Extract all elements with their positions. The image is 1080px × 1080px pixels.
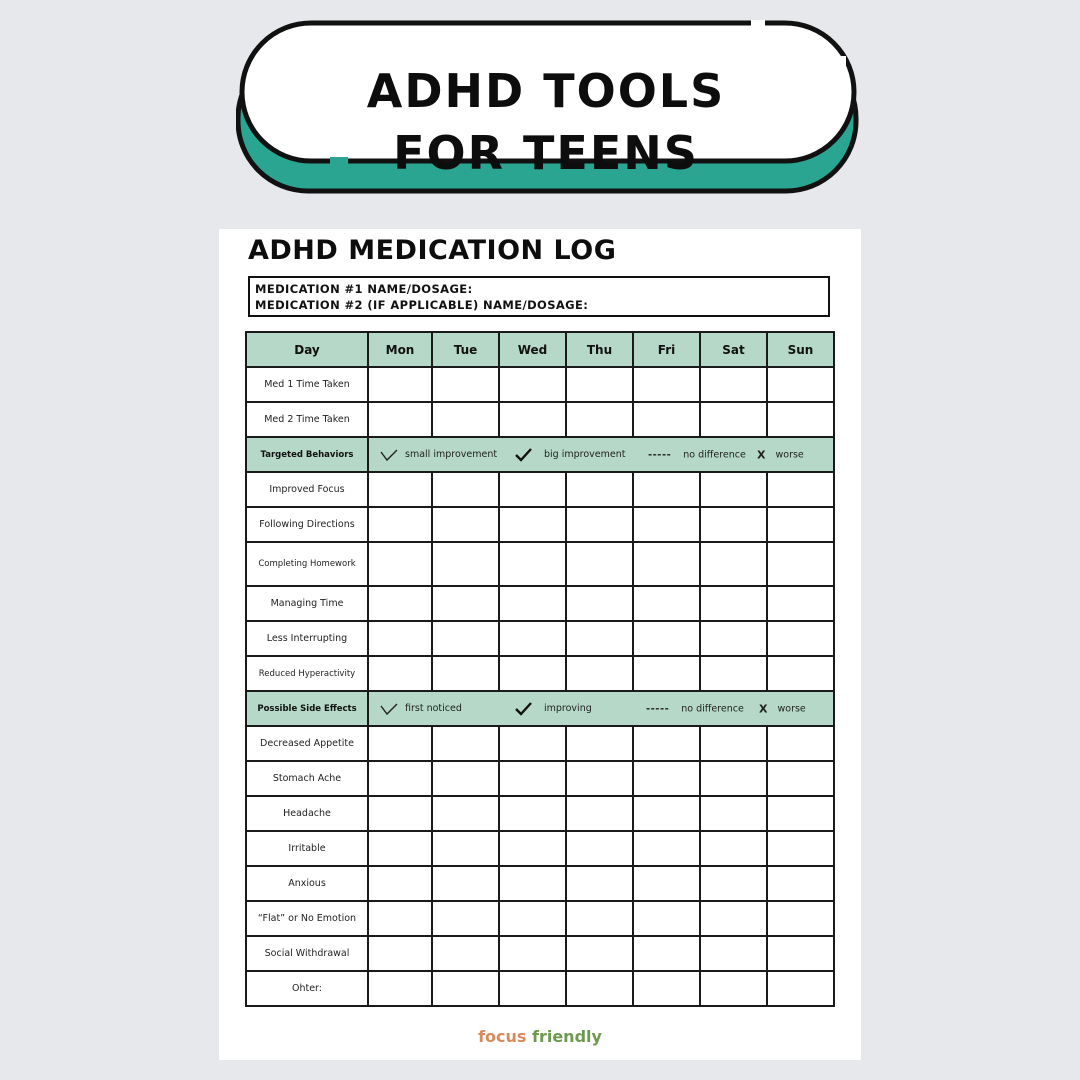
entry-cell[interactable] bbox=[368, 507, 432, 542]
entry-cell[interactable] bbox=[566, 761, 633, 796]
table-row bbox=[246, 901, 834, 936]
table-row bbox=[246, 796, 834, 831]
entry-cell[interactable] bbox=[432, 796, 499, 831]
x-symbol: X bbox=[759, 702, 768, 715]
entry-cell[interactable] bbox=[368, 761, 432, 796]
log-page bbox=[219, 229, 861, 1060]
entry-cell[interactable] bbox=[633, 367, 700, 402]
entry-cell[interactable] bbox=[767, 621, 834, 656]
table-row bbox=[246, 831, 834, 866]
legend-big-improvement bbox=[514, 448, 625, 462]
entry-cell[interactable] bbox=[700, 542, 767, 586]
table-row bbox=[246, 621, 834, 656]
entry-cell[interactable] bbox=[700, 472, 767, 507]
entry-cell[interactable] bbox=[499, 796, 566, 831]
entry-cell[interactable] bbox=[700, 901, 767, 936]
row-label-behavior: Improved Focus bbox=[246, 472, 368, 507]
dash-symbol: ----- bbox=[646, 703, 670, 714]
col-header-day: Day bbox=[246, 332, 368, 367]
row-label-behavior: Completing Homework bbox=[246, 542, 368, 586]
entry-cell[interactable] bbox=[767, 402, 834, 437]
table-row bbox=[246, 402, 834, 437]
table-row bbox=[246, 367, 834, 402]
entry-cell[interactable] bbox=[432, 542, 499, 586]
legend-first-noticed-text: first noticed bbox=[405, 703, 462, 714]
entry-cell[interactable] bbox=[566, 542, 633, 586]
open-check-icon bbox=[379, 702, 399, 716]
col-header-sun: Sun bbox=[767, 332, 834, 367]
entry-cell[interactable] bbox=[368, 831, 432, 866]
behaviors-section-label: Targeted Behaviors bbox=[246, 437, 368, 472]
table-row bbox=[246, 761, 834, 796]
table-header-row bbox=[246, 332, 834, 367]
entry-cell[interactable] bbox=[368, 472, 432, 507]
entry-cell[interactable] bbox=[432, 866, 499, 901]
entry-cell[interactable] bbox=[700, 402, 767, 437]
entry-cell[interactable] bbox=[700, 621, 767, 656]
entry-cell[interactable] bbox=[633, 936, 700, 971]
page-title: ADHD MEDICATION LOG bbox=[248, 235, 617, 266]
entry-cell[interactable] bbox=[499, 831, 566, 866]
entry-cell[interactable] bbox=[566, 621, 633, 656]
med2-label: MEDICATION #2 (IF APPLICABLE) NAME/DOSAGE: bbox=[255, 298, 589, 312]
entry-cell[interactable] bbox=[432, 402, 499, 437]
col-header-mon: Mon bbox=[368, 332, 432, 367]
entry-cell[interactable] bbox=[499, 901, 566, 936]
dash-symbol: ----- bbox=[648, 449, 672, 460]
entry-cell[interactable] bbox=[499, 621, 566, 656]
legend-no-difference-text: no difference bbox=[683, 449, 746, 460]
entry-cell[interactable] bbox=[368, 936, 432, 971]
entry-cell[interactable] bbox=[368, 971, 432, 1006]
entry-cell[interactable] bbox=[432, 472, 499, 507]
entry-cell[interactable] bbox=[566, 866, 633, 901]
legend-worse bbox=[757, 448, 804, 461]
bold-check-icon bbox=[514, 448, 534, 462]
brand-part-2: friendly bbox=[531, 1027, 602, 1046]
entry-cell[interactable] bbox=[633, 656, 700, 691]
entry-cell[interactable] bbox=[633, 726, 700, 761]
entry-cell[interactable] bbox=[700, 726, 767, 761]
side-effects-legend bbox=[368, 691, 834, 726]
medication-log-table bbox=[245, 331, 835, 1007]
medication-box bbox=[248, 276, 830, 317]
entry-cell[interactable] bbox=[700, 971, 767, 1006]
row-label-behavior: Managing Time bbox=[246, 586, 368, 621]
entry-cell[interactable] bbox=[566, 901, 633, 936]
entry-cell[interactable] bbox=[432, 621, 499, 656]
row-label-behavior: Reduced Hyperactivity bbox=[246, 656, 368, 691]
entry-cell[interactable] bbox=[566, 831, 633, 866]
entry-cell[interactable] bbox=[432, 726, 499, 761]
entry-cell[interactable] bbox=[633, 507, 700, 542]
entry-cell[interactable] bbox=[368, 656, 432, 691]
entry-cell[interactable] bbox=[767, 472, 834, 507]
entry-cell[interactable] bbox=[767, 936, 834, 971]
row-label-med1-time: Med 1 Time Taken bbox=[246, 367, 368, 402]
entry-cell[interactable] bbox=[499, 402, 566, 437]
row-label-behavior: Following Directions bbox=[246, 507, 368, 542]
legend-worse bbox=[759, 702, 806, 715]
bold-check-icon bbox=[514, 702, 534, 716]
med1-label: MEDICATION #1 NAME/DOSAGE: bbox=[255, 282, 473, 296]
entry-cell[interactable] bbox=[499, 726, 566, 761]
brand-logo bbox=[219, 1027, 861, 1046]
behaviors-legend-row bbox=[246, 437, 834, 472]
table-row bbox=[246, 971, 834, 1006]
entry-cell[interactable] bbox=[566, 586, 633, 621]
entry-cell[interactable] bbox=[499, 367, 566, 402]
entry-cell[interactable] bbox=[499, 936, 566, 971]
entry-cell[interactable] bbox=[767, 726, 834, 761]
entry-cell[interactable] bbox=[767, 796, 834, 831]
entry-cell[interactable] bbox=[767, 901, 834, 936]
entry-cell[interactable] bbox=[700, 507, 767, 542]
table-row bbox=[246, 936, 834, 971]
entry-cell[interactable] bbox=[432, 367, 499, 402]
entry-cell[interactable] bbox=[767, 866, 834, 901]
legend-no-difference bbox=[648, 449, 746, 460]
entry-cell[interactable] bbox=[767, 542, 834, 586]
entry-cell[interactable] bbox=[566, 367, 633, 402]
entry-cell[interactable] bbox=[633, 866, 700, 901]
entry-cell[interactable] bbox=[368, 621, 432, 656]
entry-cell[interactable] bbox=[633, 971, 700, 1006]
col-header-thu: Thu bbox=[566, 332, 633, 367]
entry-cell[interactable] bbox=[368, 402, 432, 437]
legend-worse-text: worse bbox=[775, 449, 804, 460]
behaviors-legend bbox=[368, 437, 834, 472]
entry-cell[interactable] bbox=[700, 586, 767, 621]
row-label-side-effect: Stomach Ache bbox=[246, 761, 368, 796]
entry-cell[interactable] bbox=[432, 936, 499, 971]
entry-cell[interactable] bbox=[633, 586, 700, 621]
entry-cell[interactable] bbox=[499, 971, 566, 1006]
side-effects-section-label: Possible Side Effects bbox=[246, 691, 368, 726]
entry-cell[interactable] bbox=[633, 621, 700, 656]
col-header-wed: Wed bbox=[499, 332, 566, 367]
entry-cell[interactable] bbox=[633, 796, 700, 831]
legend-no-difference-text: no difference bbox=[681, 703, 744, 714]
entry-cell[interactable] bbox=[368, 796, 432, 831]
entry-cell[interactable] bbox=[499, 586, 566, 621]
row-label-side-effect: Decreased Appetite bbox=[246, 726, 368, 761]
brand-part-1: focus bbox=[478, 1027, 532, 1046]
entry-cell[interactable] bbox=[633, 542, 700, 586]
entry-cell[interactable] bbox=[700, 936, 767, 971]
entry-cell[interactable] bbox=[767, 761, 834, 796]
entry-cell[interactable] bbox=[368, 542, 432, 586]
legend-no-difference bbox=[646, 703, 744, 714]
entry-cell[interactable] bbox=[432, 831, 499, 866]
table-row bbox=[246, 726, 834, 761]
row-label-side-effect: “Flat” or No Emotion bbox=[246, 901, 368, 936]
entry-cell[interactable] bbox=[432, 761, 499, 796]
entry-cell[interactable] bbox=[432, 507, 499, 542]
banner-line-1: ADHD TOOLS bbox=[366, 64, 726, 118]
x-symbol: X bbox=[757, 448, 766, 461]
entry-cell[interactable] bbox=[566, 726, 633, 761]
entry-cell[interactable] bbox=[700, 761, 767, 796]
col-header-fri: Fri bbox=[633, 332, 700, 367]
legend-small-improvement-text: small improvement bbox=[405, 449, 498, 460]
row-label-behavior: Less Interrupting bbox=[246, 621, 368, 656]
col-header-sat: Sat bbox=[700, 332, 767, 367]
entry-cell[interactable] bbox=[633, 901, 700, 936]
entry-cell[interactable] bbox=[368, 726, 432, 761]
entry-cell[interactable] bbox=[566, 971, 633, 1006]
row-label-med2-time: Med 2 Time Taken bbox=[246, 402, 368, 437]
row-label-side-effect: Irritable bbox=[246, 831, 368, 866]
table-row bbox=[246, 586, 834, 621]
row-label-side-effect: Social Withdrawal bbox=[246, 936, 368, 971]
table-row bbox=[246, 472, 834, 507]
entry-cell[interactable] bbox=[767, 367, 834, 402]
legend-first-noticed bbox=[379, 702, 462, 716]
entry-cell[interactable] bbox=[700, 796, 767, 831]
entry-cell[interactable] bbox=[499, 656, 566, 691]
entry-cell[interactable] bbox=[432, 901, 499, 936]
entry-cell[interactable] bbox=[700, 367, 767, 402]
entry-cell[interactable] bbox=[368, 367, 432, 402]
entry-cell[interactable] bbox=[499, 866, 566, 901]
entry-cell[interactable] bbox=[633, 831, 700, 866]
table-row bbox=[246, 542, 834, 586]
open-check-icon bbox=[379, 448, 399, 462]
legend-worse-text: worse bbox=[777, 703, 806, 714]
col-header-tue: Tue bbox=[432, 332, 499, 367]
legend-improving bbox=[514, 702, 592, 716]
row-label-side-effect: Ohter: bbox=[246, 971, 368, 1006]
entry-cell[interactable] bbox=[566, 472, 633, 507]
entry-cell[interactable] bbox=[368, 586, 432, 621]
entry-cell[interactable] bbox=[767, 831, 834, 866]
entry-cell[interactable] bbox=[499, 472, 566, 507]
entry-cell[interactable] bbox=[700, 866, 767, 901]
entry-cell[interactable] bbox=[767, 971, 834, 1006]
row-label-side-effect: Anxious bbox=[246, 866, 368, 901]
legend-small-improvement bbox=[379, 448, 497, 462]
entry-cell[interactable] bbox=[499, 761, 566, 796]
entry-cell[interactable] bbox=[566, 656, 633, 691]
entry-cell[interactable] bbox=[499, 507, 566, 542]
entry-cell[interactable] bbox=[368, 866, 432, 901]
banner bbox=[236, 20, 862, 196]
banner-title bbox=[236, 60, 856, 184]
entry-cell[interactable] bbox=[700, 656, 767, 691]
legend-big-improvement-text: big improvement bbox=[544, 449, 626, 460]
entry-cell[interactable] bbox=[700, 831, 767, 866]
row-label-side-effect: Headache bbox=[246, 796, 368, 831]
entry-cell[interactable] bbox=[767, 507, 834, 542]
entry-cell[interactable] bbox=[432, 586, 499, 621]
side-effects-legend-row bbox=[246, 691, 834, 726]
entry-cell[interactable] bbox=[566, 402, 633, 437]
entry-cell[interactable] bbox=[633, 761, 700, 796]
legend-improving-text: improving bbox=[544, 703, 592, 714]
entry-cell[interactable] bbox=[432, 971, 499, 1006]
entry-cell[interactable] bbox=[368, 901, 432, 936]
entry-cell[interactable] bbox=[566, 796, 633, 831]
entry-cell[interactable] bbox=[432, 656, 499, 691]
table-row bbox=[246, 507, 834, 542]
table-row bbox=[246, 866, 834, 901]
table-row bbox=[246, 656, 834, 691]
entry-cell[interactable] bbox=[767, 586, 834, 621]
entry-cell[interactable] bbox=[767, 656, 834, 691]
entry-cell[interactable] bbox=[633, 402, 700, 437]
entry-cell[interactable] bbox=[566, 936, 633, 971]
banner-line-2: FOR TEENS bbox=[393, 126, 699, 180]
entry-cell[interactable] bbox=[499, 542, 566, 586]
entry-cell[interactable] bbox=[633, 472, 700, 507]
entry-cell[interactable] bbox=[566, 507, 633, 542]
